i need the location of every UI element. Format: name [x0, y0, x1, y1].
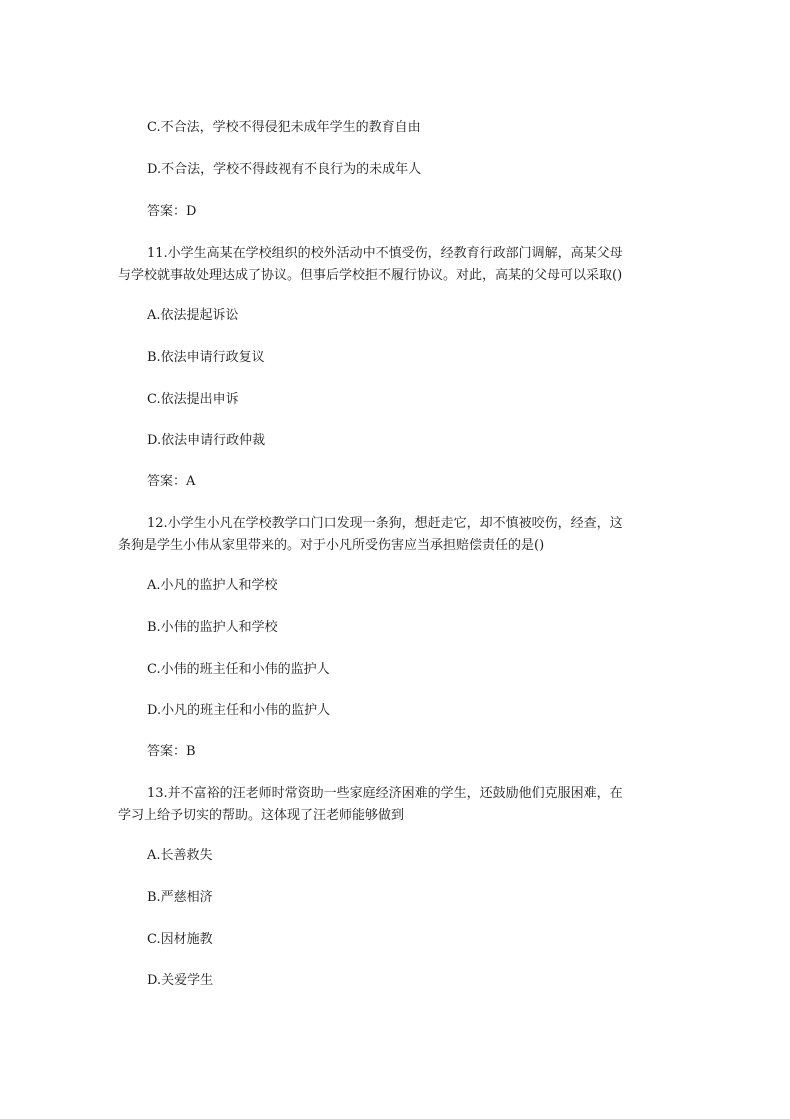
question-12-option-b: B.小伟的监护人和学校: [147, 620, 278, 635]
question-12-line2: 条狗是学生小伟从家里带来的。对于小凡所受伤害应当承担赔偿责任的是(): [118, 538, 545, 553]
question-13-line1: 13.并不富裕的汪老师时常资助一些家庭经济困难的学生，还鼓励他们克服困难，在: [147, 786, 623, 801]
question-11-answer: 答案：A: [147, 474, 196, 489]
question-11-option-b: B.依法申请行政复议: [147, 350, 265, 365]
question-12-option-c: C.小伟的班主任和小伟的监护人: [147, 662, 330, 677]
question-11-option-d: D.依法申请行政仲裁: [147, 433, 266, 448]
question-13-option-d: D.关爱学生: [147, 973, 214, 988]
question-11-line1: 11.小学生高某在学校组织的校外活动中不慎受伤，经教育行政部门调解，高某父母: [147, 246, 623, 261]
question-11-option-c: C.依法提出申诉: [147, 392, 239, 407]
question-12-option-d: D.小凡的班主任和小伟的监护人: [147, 703, 331, 718]
question-11-line2: 与学校就事故处理达成了协议。但事后学校拒不履行协议。对此，高某的父母可以采取(): [118, 268, 623, 283]
question-13-line2: 学习上给予切实的帮助。这体现了汪老师能够做到: [118, 808, 405, 823]
question-13-option-a: A.长善救失: [147, 848, 213, 863]
question-12-option-a: A.小凡的监护人和学校: [147, 578, 278, 593]
question-11-option-a: A.依法提起诉讼: [147, 308, 239, 323]
option-d-prev: D.不合法，学校不得歧视有不良行为的未成年人: [147, 162, 422, 177]
question-13-option-b: B.严慈相济: [147, 890, 213, 905]
answer-prev: 答案：D: [147, 204, 197, 219]
question-12-line1: 12.小学生小凡在学校教学口门口发现一条狗，想赶走它，却不慎被咬伤，经查，这: [147, 516, 623, 531]
option-c-prev: C.不合法，学校不得侵犯未成年学生的教育自由: [147, 120, 421, 135]
question-12-answer: 答案：B: [147, 744, 196, 759]
question-13-option-c: C.因材施教: [147, 932, 213, 947]
